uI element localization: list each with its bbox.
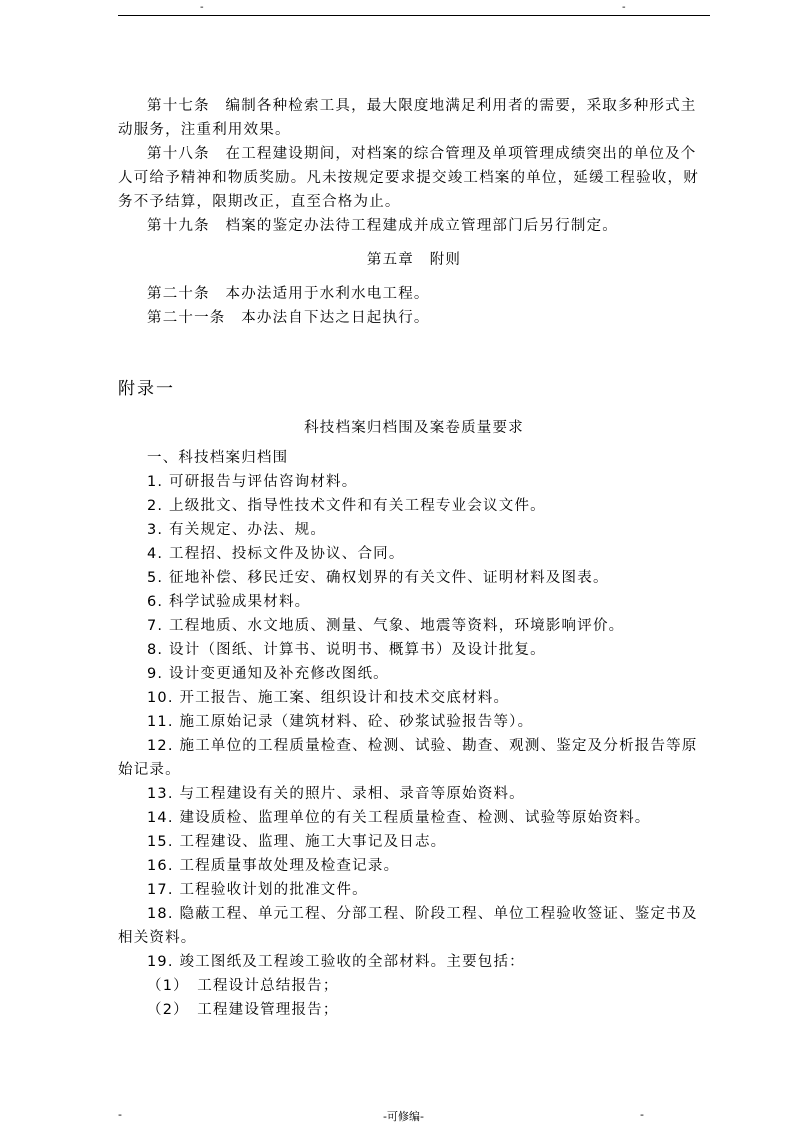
appendix-label: 附录一 <box>118 379 175 399</box>
list-item: 14. 建设质检、监理单位的有关工程质量检查、检测、试验等原始资料。 <box>147 810 651 826</box>
article-17: 第十七条 编制各种检索工具，最大限度地满足利用者的需要，采取多种形式主动服务，注重利用效果。 <box>118 98 697 138</box>
list-item: 15. 工程建设、监理、施工大事记及日志。 <box>147 834 447 850</box>
document-body <box>118 94 710 1022</box>
list-item: 7. 工程地质、水文地质、测量、气象、地震等资料，环境影响评价。 <box>147 618 625 634</box>
footer-center-text: -可修编- <box>383 1110 424 1123</box>
header-right-mark: - <box>622 2 626 13</box>
list-item: 1. 可研报告与评估咨询材料。 <box>147 474 358 490</box>
list-item: 3. 有关规定、办法、规。 <box>147 522 327 538</box>
list-item: 2. 上级批文、指导性技术文件和有关工程专业会议文件。 <box>147 498 546 514</box>
sub-item: （1） 工程设计总结报告； <box>147 978 339 994</box>
header-left-mark: - <box>200 2 204 13</box>
list-item: 16. 工程质量事故处理及检查记录。 <box>147 858 400 874</box>
article-18: 第十八条 在工程建设期间，对档案的综合管理及单项管理成绩突出的单位及个人可给予精神和物质奖励。凡未按规定要求提交竣工档案的单位，延缓工程验收，财务不予结算，限期改正，直至合格为止。 <box>118 146 699 210</box>
footer-right-mark: - <box>640 1108 644 1121</box>
section-title: 一、科技档案归档围 <box>147 450 289 466</box>
list-item: 5. 征地补偿、移民迁安、确权划界的有关文件、证明材料及图表。 <box>147 570 609 586</box>
list-item: 12. 施工单位的工程质量检查、检测、试验、勘查、观测、鉴定及分析报告等原始记录。 <box>118 738 698 778</box>
list-item: 6. 科学试验成果材料。 <box>147 594 311 610</box>
list-item: 8. 设计（图纸、计算书、说明书、概算书）及设计批复。 <box>147 642 546 658</box>
list-item: 13. 与工程建设有关的照片、录相、录音等原始资料。 <box>147 786 525 802</box>
article-19: 第十九条 档案的鉴定办法待工程建成并成立管理部门后另行制定。 <box>147 218 618 234</box>
list-item: 11. 施工原始记录（建筑材料、砼、砂浆试验报告等）。 <box>147 714 534 730</box>
article-21: 第二十一条 本办法自下达之日起执行。 <box>147 310 430 326</box>
list-item: 10. 开工报告、施工案、组织设计和技术交底材料。 <box>147 690 510 706</box>
list-item: 19. 竣工图纸及工程竣工验收的全部材料。主要包括： <box>147 954 525 970</box>
chapter-title: 第五章 附则 <box>366 252 462 268</box>
footer-left-mark: - <box>118 1108 122 1121</box>
list-item: 4. 工程招、投标文件及协议、合同。 <box>147 546 405 562</box>
appendix-title: 科技档案归档围及案卷质量要求 <box>304 420 524 436</box>
list-item: 18. 隐蔽工程、单元工程、分部工程、阶段工程、单位工程验收签证、鉴定书及相关资料。 <box>118 906 698 946</box>
list-item: 9. 设计变更通知及补充修改图纸。 <box>147 666 389 682</box>
sub-item: （2） 工程建设管理报告； <box>147 1002 339 1018</box>
article-20: 第二十条 本办法适用于水利水电工程。 <box>147 286 430 302</box>
list-item: 17. 工程验收计划的批准文件。 <box>147 882 368 898</box>
header-rule <box>118 15 710 16</box>
